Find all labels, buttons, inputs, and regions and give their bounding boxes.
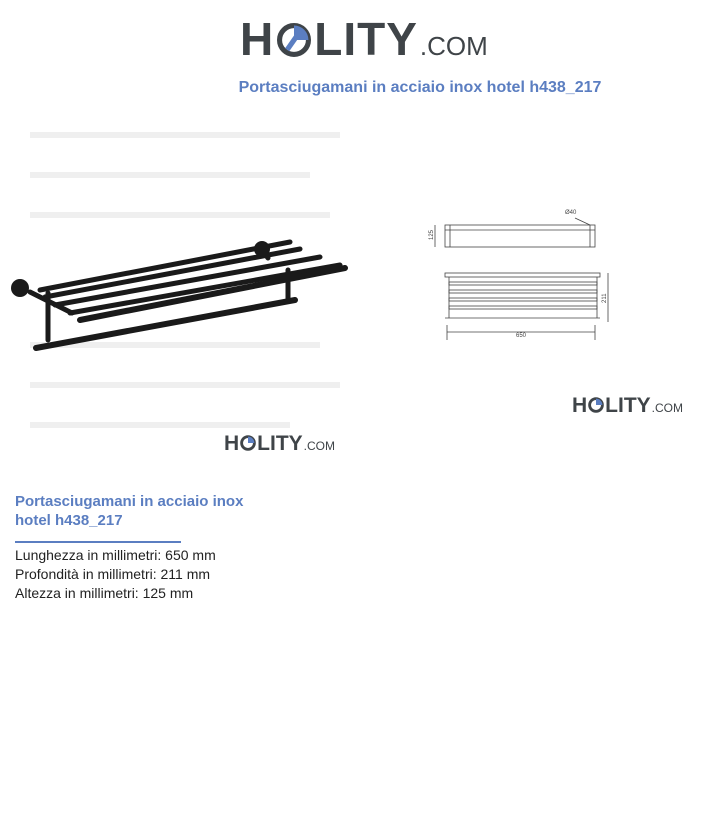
logo-letter-h: H — [240, 13, 275, 65]
logo-letter-h: H — [572, 394, 588, 417]
watermark-logo-right — [572, 393, 683, 421]
logo-letter-h: H — [224, 432, 240, 455]
logo-suffix: .COM — [303, 439, 336, 453]
logo-suffix: .COM — [419, 31, 488, 61]
towel-rack-photo-icon — [0, 115, 365, 435]
brand-logo[interactable] — [240, 10, 488, 75]
spec-length: Lunghezza in millimetri: 650 mm — [15, 547, 216, 563]
page-title: Portasciugamani in acciaio inox hotel h438_217 — [238, 79, 602, 96]
watermark-logo-left — [224, 431, 335, 459]
technical-drawing — [425, 200, 610, 350]
logo-letters-lity: LITY — [605, 394, 651, 417]
logo-o-icon — [588, 397, 604, 413]
logo-suffix: .COM — [651, 401, 684, 415]
title-divider — [15, 541, 181, 543]
drawing-label-depth: 211 — [602, 293, 608, 303]
drawing-label-diameter: Ø40 — [565, 210, 577, 216]
technical-drawing-icon — [425, 200, 610, 350]
spec-depth: Profondità in millimetri: 211 mm — [15, 566, 211, 582]
logo-letters-lity: LITY — [314, 13, 418, 65]
product-name: Portasciugamani in acciaio inox hotel h438_217 — [15, 493, 244, 529]
logo-o-icon — [240, 435, 256, 451]
logo-o-icon — [277, 23, 311, 57]
product-specs — [15, 546, 216, 603]
product-photo — [0, 115, 365, 435]
drawing-label-height: 125 — [429, 229, 435, 240]
drawing-label-length: 650 — [516, 333, 527, 339]
logo-letters-lity: LITY — [257, 432, 303, 455]
spec-height: Altezza in millimetri: 125 mm — [15, 585, 194, 601]
